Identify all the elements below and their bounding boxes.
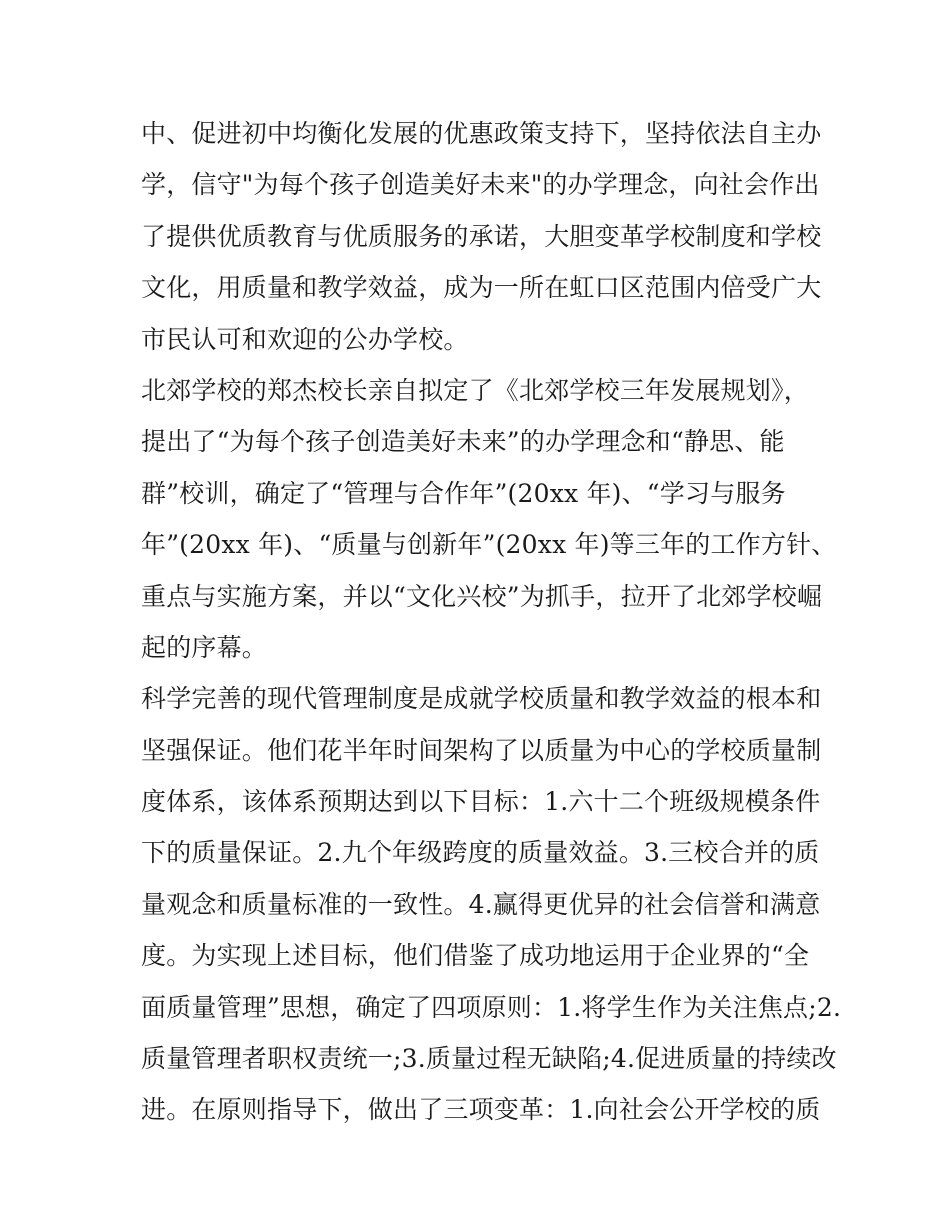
text-line: 下的质量保证。2.九个年级跨度的质量效益。3.三校合并的质 [141,838,820,868]
text-line: 度。为实现上述目标，他们借鉴了成功地运用于企业界的“全 [141,941,810,971]
paragraph-3 [141,673,842,1136]
text-line: 了提供优质教育与优质服务的承诺，大胆变革学校制度和学校 [141,221,822,251]
text-line: 量观念和质量标准的一致性。4.赢得更优异的社会信誉和满意 [141,889,821,919]
paragraph-2 [141,365,837,673]
document-body [141,108,842,1136]
text-line: 文化，用质量和教学效益，成为一所在虹口区范围内倍受广大 [141,273,822,303]
paragraph-1 [141,108,821,365]
text-line: 进。在原则指导下，做出了三项变革：1.向社会公开学校的质 [141,1095,821,1125]
text-line: 市民认可和欢迎的公办学校。 [141,324,469,354]
text-line: 坚强保证。他们花半年时间架构了以质量为中心的学校质量制 [141,735,822,765]
text-line: 提出了“为每个孩子创造美好未来”的办学理念和“静思、能 [141,427,785,457]
text-line: 北郊学校的郑杰校长亲自拟定了《北郊学校三年发展规划》， [141,375,809,405]
text-line: 度体系，该体系预期达到以下目标：1.六十二个班级规模条件 [141,787,821,817]
text-line: 起的序幕。 [141,632,268,662]
text-line: 群”校训，确定了“管理与合作年”(20xx 年)、“学习与服务 [141,478,786,508]
text-line: 科学完善的现代管理制度是成就学校质量和教学效益的根本和 [141,684,822,714]
text-line: 中、促进初中均衡化发展的优惠政策支持下，坚持依法自主办 [141,119,822,148]
text-line: 年”(20xx 年)、“质量与创新年”(20xx 年)等三年的工作方针、 [141,530,837,560]
text-line: 学，信守"为每个孩子创造美好未来"的办学理念，向社会作出 [141,170,820,200]
text-line: 质量管理者职权责统一;3.质量过程无缺陷;4.促进质量的持续改 [141,1044,837,1074]
text-line: 重点与实施方案，并以“文化兴校”为抓手，拉开了北郊学校崛 [141,581,823,611]
text-line: 面质量管理”思想，确定了四项原则：1.将学生作为关注焦点;2. [141,992,842,1022]
